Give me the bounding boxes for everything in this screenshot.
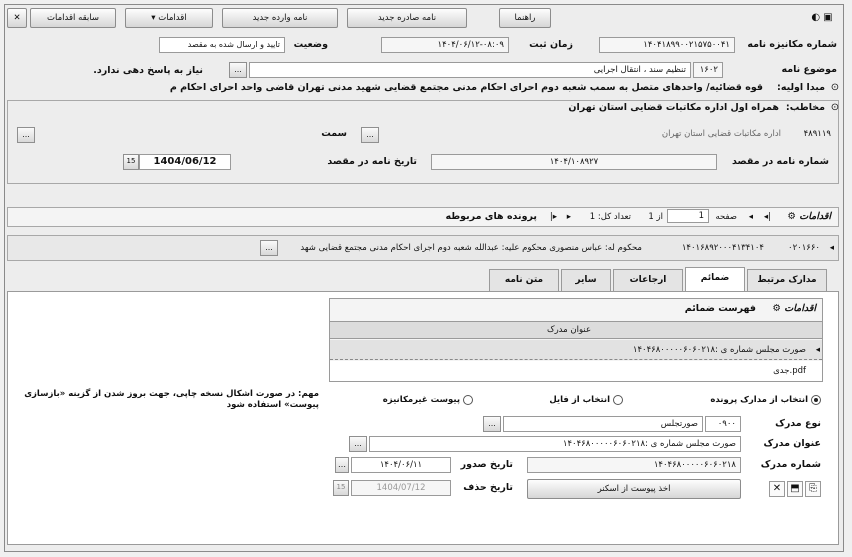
attach-row-title: جدی.pdf [773, 366, 806, 376]
actions-label: اقدامات [158, 13, 187, 23]
tab-attachments[interactable]: ضمائم [685, 267, 745, 292]
reg-time-label: زمان ثبت [529, 39, 573, 50]
recipient-value: همراه اول اداره مکاتبات قضایی استان تهران [568, 102, 779, 113]
actions-dropdown[interactable] [125, 8, 213, 28]
attach-row[interactable] [330, 361, 822, 381]
subject-code-field[interactable]: ۱۶۰۲ [693, 62, 723, 78]
next-page-icon[interactable]: ▸ [566, 212, 571, 222]
row-number: ۱۴۰۱۶۸۹۲۰۰۰۴۱۳۴۱۰۴ [681, 243, 764, 253]
attach-row[interactable] [330, 340, 822, 360]
tab-other[interactable]: سایر [561, 269, 611, 291]
letter-number-label: شماره مکانیزه نامه [747, 39, 837, 50]
letter-window [4, 4, 844, 552]
chevron-down-icon: ▾ [151, 13, 156, 23]
rebuild-note: مهم: در صورت اشکال نسخه چاپی، جهت برو‌ز شدن از گزینه «بازسازی پیوست» استفاده شود [24, 389, 319, 410]
calendar-icon[interactable]: 15 [123, 154, 139, 170]
expand-origin-icon[interactable]: ⊙ [830, 82, 840, 93]
page-input[interactable]: 1 [667, 209, 709, 223]
recipient-label: مخاطب: [785, 102, 825, 113]
window-icons: ▣ ◐ [811, 12, 833, 23]
tab-letter-text[interactable]: متن نامه [489, 269, 559, 291]
dest-number-label: شماره نامه در مقصد [732, 156, 829, 167]
recipient-name: اداره مکاتبات قضایی استان تهران [661, 129, 781, 139]
issue-date-field[interactable]: ۱۴۰۴/۰۶/۱۱ [351, 457, 451, 473]
actions-icon: ⚙ [772, 303, 781, 314]
delete-date-label: تاریخ حذف [463, 482, 513, 493]
related-actions-button[interactable] [787, 210, 831, 224]
prev-page-icon[interactable]: ◂ [748, 212, 753, 222]
row-lookup-button[interactable]: ... [260, 240, 278, 256]
collapse-recipient-icon[interactable]: ⊙ [830, 102, 840, 113]
calendar-icon: 15 [333, 480, 349, 496]
doc-type-label: نوع مدرک [775, 418, 821, 429]
scan-attachment-button[interactable]: اخذ پیوست از اسکنر [527, 479, 741, 499]
doc-type-lookup-button[interactable]: ... [483, 416, 501, 432]
doc-title-label: عنوان مدرک [763, 438, 821, 449]
subject-field[interactable]: تنظیم سند ، انتقال اجرایی [249, 62, 691, 78]
subject-label: موضوع نامه [781, 64, 837, 75]
new-outgoing-letter-button[interactable]: نامه صادره جدید [347, 8, 467, 28]
attach-actions-label: اقدامات [784, 303, 816, 314]
related-actions-label: اقدامات [799, 211, 831, 222]
row-text: محکوم له: عباس منصوری محکوم علیه: عبدالله شعبه دوم اجرای احکام مدنی مجتمع قضایی شهد [300, 243, 642, 253]
page-label: صفحه [715, 212, 737, 222]
close-icon[interactable]: ✕ [7, 8, 27, 28]
help-button[interactable]: راهنما [499, 8, 551, 28]
issue-date-picker-button[interactable]: … [335, 457, 349, 473]
page-of-label: از 1 [648, 212, 663, 222]
actions-icon: ⚙ [787, 211, 796, 222]
opt-case-docs-label: انتخاب از مدارک پرونده [710, 395, 809, 405]
first-page-icon[interactable]: |◂ [763, 212, 771, 222]
delete-date-field: 1404/07/12 [351, 480, 451, 496]
doc-title-lookup-button[interactable]: ... [349, 436, 367, 452]
row-id: ۰۲۰۱۶۶۰ [788, 243, 820, 253]
position-lookup-button[interactable]: ... [17, 127, 35, 143]
doc-title-field[interactable]: صورت مجلس شماره ی :۱۴۰۴۶۸۰۰۰۰۰۶۰۶۰۲۱۸ [369, 436, 741, 452]
issue-date-label: تاریخ صدور [460, 459, 513, 470]
delete-icon[interactable]: ✕ [769, 481, 785, 497]
attachments-grid [329, 298, 823, 382]
opt-case-docs[interactable] [710, 393, 821, 407]
doc-type-code-field[interactable]: ۰۹۰۰ [705, 416, 741, 432]
recipient-code: ۴۸۹۱۱۹ [803, 129, 831, 139]
no-reply-text: نیاز به پاسخ دهی ندارد. [93, 65, 203, 76]
save-icon[interactable]: ⬒ [787, 481, 803, 497]
attach-col-title: عنوان مدرک [546, 325, 592, 335]
opt-non-mech-label: پیوست غیرمکانیزه [382, 395, 461, 405]
doc-number-label: شماره مدرک [760, 459, 821, 470]
doc-number-field[interactable]: ۱۴۰۴۶۸۰۰۰۰۰۶۰۶۰۲۱۸ [527, 457, 741, 473]
attach-row-title: صورت مجلس شماره ی :۱۴۰۴۶۸۰۰۰۰۰۶۰۶۰۲۱۸ [632, 345, 806, 355]
attach-actions-button[interactable] [772, 302, 816, 316]
last-page-icon[interactable]: ▸| [549, 212, 557, 222]
recipient-lookup-button[interactable]: ... [361, 127, 379, 143]
file-icon[interactable]: ⎘ [805, 481, 821, 497]
row-pointer-icon: ◂ [815, 345, 820, 355]
new-incoming-letter-button[interactable]: نامه وارده جدید [222, 8, 338, 28]
origin-label: مبدا اولیه: [777, 82, 825, 93]
dest-date-label: تاریخ نامه در مقصد [327, 156, 417, 167]
subject-lookup-button[interactable]: ... [229, 62, 247, 78]
tab-referrals[interactable]: ارجاعات [613, 269, 683, 291]
status-field: تایید و ارسال شده به مقصد [159, 37, 285, 53]
doc-type-field[interactable]: صورتجلس [503, 416, 703, 432]
related-toolbar [7, 207, 839, 227]
position-label: سمت [321, 128, 347, 139]
dest-date-field[interactable]: 1404/06/12 [139, 154, 231, 170]
action-history-button[interactable]: سابقه اقدامات [30, 8, 116, 28]
radio-off-icon [463, 395, 473, 405]
opt-upload-file[interactable] [549, 393, 623, 407]
related-row[interactable] [7, 235, 839, 261]
radio-on-icon [811, 395, 821, 405]
attachments-title: فهرست ضمائم [684, 303, 756, 314]
letter-number-field: ۱۴۰۴۱۸۹۹۰۰۲۱۵۷۵۰۰۴۱ [599, 37, 735, 53]
reg-time-field: ۱۴۰۴/۰۶/۱۲-۰۸:۰۹ [381, 37, 509, 53]
opt-non-mech[interactable] [383, 393, 473, 407]
row-pointer-icon: ◂ [829, 243, 834, 253]
status-label: وضعیت [293, 39, 328, 50]
tab-related-docs[interactable]: مدارک مرتبط [747, 269, 827, 291]
related-title: پرونده های مربوطه [445, 211, 537, 222]
radio-off-icon [613, 395, 623, 405]
total-label: تعداد کل: 1 [589, 212, 631, 222]
dest-number-field[interactable]: ۱۴۰۴/۱۰۸۹۲۷ [431, 154, 717, 170]
opt-upload-file-label: انتخاب از فایل [549, 395, 611, 405]
origin-value: قوه قضائیه/ واحدهای متصل به سمب شعبه دوم احرای احکام مدنی مجتمع قضایی شهید مدنی تهران قاضی واحد احرای احکام م [169, 82, 763, 93]
